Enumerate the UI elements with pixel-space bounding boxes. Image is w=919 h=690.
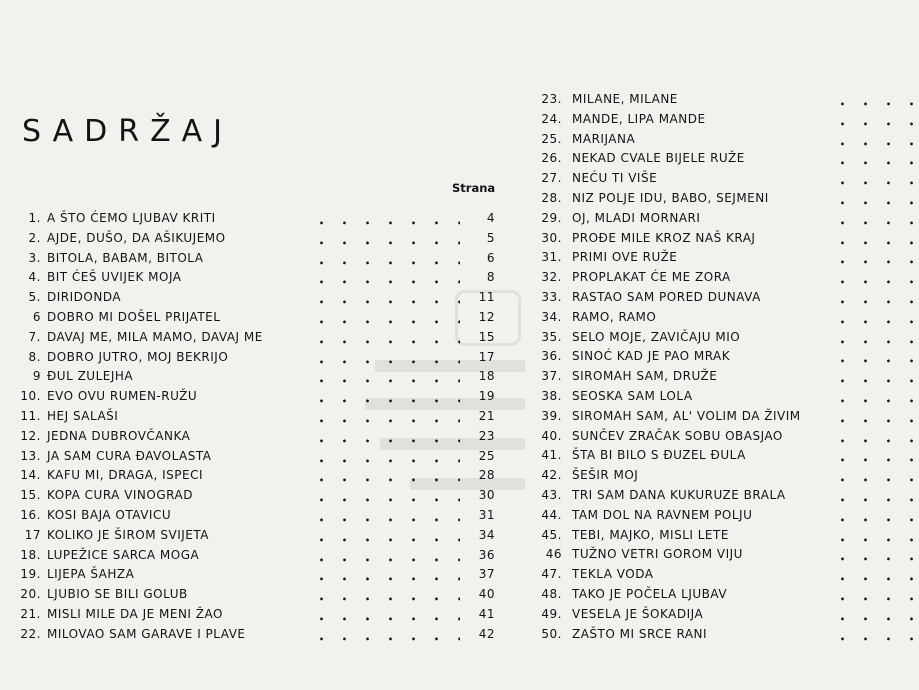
entry-number: 39. <box>541 408 562 423</box>
dot-leader <box>831 149 919 169</box>
dot-leader <box>310 546 460 566</box>
entry-number: 28. <box>541 190 562 205</box>
song-title: MILOVAO SAM GARAVE I PLAVE <box>47 626 246 641</box>
page-number: 23 <box>478 428 495 443</box>
toc-entry <box>526 506 919 526</box>
song-title: MARIJANA <box>572 131 636 146</box>
entry-number: 33. <box>541 289 562 304</box>
page-number: 6 <box>486 250 495 265</box>
entry-number: 17 <box>24 527 41 542</box>
song-title: TRI SAM DANA KUKURUZE BRALA <box>572 487 786 502</box>
song-title: NEĆU TI VIŠE <box>572 171 658 186</box>
toc-entry <box>526 90 919 110</box>
entry-number: 16. <box>20 507 41 522</box>
dot-leader <box>831 288 919 308</box>
song-title: OJ, MLADI MORNARI <box>572 210 701 225</box>
song-title: RAMO, RAMO <box>572 309 657 324</box>
dot-leader <box>831 367 919 387</box>
entry-number: 2. <box>28 230 41 245</box>
entry-number: 27. <box>541 171 562 186</box>
song-title: MANDE, LIPA MANDE <box>572 111 706 126</box>
dot-leader <box>831 347 919 367</box>
entry-number: 18. <box>20 547 41 562</box>
page-number: 8 <box>486 270 495 285</box>
toc-entry <box>10 367 495 387</box>
toc-entry <box>10 486 495 506</box>
song-title: BIT ĆEŠ UVIJEK MOJA <box>47 270 182 285</box>
entry-number: 26. <box>541 151 562 166</box>
song-title: TEBI, MAJKO, MISLI LETE <box>572 527 729 542</box>
dot-leader <box>310 427 460 447</box>
toc-entry <box>526 446 919 466</box>
page-number: 12 <box>478 309 495 324</box>
toc-entry <box>10 229 495 249</box>
dot-leader <box>310 407 460 427</box>
song-title: JEDNA DUBROVČANKA <box>47 428 191 443</box>
toc-entry <box>10 585 495 605</box>
entry-number: 23. <box>541 92 562 106</box>
song-title: SUNČEV ZRAČAK SOBU OBASJAO <box>572 428 783 443</box>
dot-leader <box>831 189 919 209</box>
song-title: LUPEŽICE SARCA MOGA <box>47 547 200 562</box>
entry-number: 25. <box>541 131 562 146</box>
page-number: 25 <box>478 448 495 463</box>
song-title: BITOLA, BABAM, BITOLA <box>47 250 204 265</box>
song-title: LJUBIO SE BILI GOLUB <box>47 587 188 602</box>
toc-entry <box>526 209 919 229</box>
dot-leader <box>310 585 460 605</box>
song-title: SIROMAH SAM, AL' VOLIM DA ŽIVIM <box>572 408 801 423</box>
song-title: TUŽNO VETRI GOROM VIJU <box>572 547 743 562</box>
toc-entry <box>10 565 495 585</box>
toc-right-column <box>526 90 919 644</box>
entry-number: 29. <box>541 210 562 225</box>
song-title: DOBRO JUTRO, MOJ BEKRIJO <box>47 349 229 364</box>
dot-leader <box>831 110 919 130</box>
song-title: TAKO JE POČELA LJUBAV <box>572 586 728 601</box>
entry-number: 50. <box>541 626 562 641</box>
entry-number: 9 <box>32 369 41 384</box>
page-number: 36 <box>478 547 495 562</box>
toc-left-column <box>10 209 495 645</box>
song-title: ZAŠTO MI SRCE RANI <box>572 626 708 641</box>
toc-entry <box>10 447 495 467</box>
page-number: 15 <box>478 329 495 344</box>
entry-number: 4. <box>28 270 41 285</box>
dot-leader <box>831 328 919 348</box>
dot-leader <box>310 209 460 229</box>
toc-entry <box>10 288 495 308</box>
dot-leader <box>310 387 460 407</box>
page-number: 4 <box>486 211 495 225</box>
toc-entry <box>10 546 495 566</box>
song-title: PRIMI OVE RUŽE <box>572 250 678 265</box>
toc-entry <box>526 130 919 150</box>
entry-number: 8. <box>28 349 41 364</box>
entry-number: 36. <box>541 349 562 364</box>
song-title: SELO MOJE, ZAVIČAJU MIO <box>572 329 741 344</box>
toc-entry <box>526 149 919 169</box>
entry-number: 11. <box>20 408 41 423</box>
toc-entry <box>10 348 495 368</box>
toc-entry <box>10 268 495 288</box>
toc-entry <box>526 486 919 506</box>
toc-entry <box>526 526 919 546</box>
dot-leader <box>831 308 919 328</box>
dot-leader <box>831 229 919 249</box>
song-title: KOLIKO JE ŠIROM SVIJETA <box>47 527 209 542</box>
page-number: 21 <box>478 408 495 423</box>
entry-number: 48. <box>541 586 562 601</box>
toc-entry <box>10 506 495 526</box>
song-title: KOPA CURA VINOGRAD <box>47 488 193 503</box>
song-title: DIRIDONDA <box>47 290 122 305</box>
page-number: 19 <box>478 389 495 404</box>
song-title: DOBRO MI DOŠEL PRIJATEL <box>47 309 221 324</box>
dot-leader <box>831 427 919 447</box>
page-number: 34 <box>478 527 495 542</box>
entry-number: 41. <box>541 448 562 463</box>
page-number: 17 <box>478 349 495 364</box>
song-title: PROPLAKAT ĆE ME ZORA <box>572 270 731 285</box>
dot-leader <box>310 605 460 625</box>
entry-number: 45. <box>541 527 562 542</box>
page-number: 18 <box>478 369 495 384</box>
entry-number: 34. <box>541 309 562 324</box>
entry-number: 43. <box>541 487 562 502</box>
toc-entry <box>526 229 919 249</box>
song-title: SINOĆ KAD JE PAO MRAK <box>572 349 731 364</box>
song-title: TAM DOL NA RAVNEM POLJU <box>572 507 753 522</box>
toc-entry <box>526 268 919 288</box>
page-number: 41 <box>478 606 495 621</box>
song-title: DAVAJ ME, MILA MAMO, DAVAJ ME <box>47 329 263 344</box>
toc-entry <box>10 526 495 546</box>
entry-number: 20. <box>20 587 41 602</box>
entry-number: 19. <box>20 567 41 582</box>
dot-leader <box>831 565 919 585</box>
song-title: A ŠTO ĆEMO LJUBAV KRITI <box>47 211 216 225</box>
toc-entry <box>10 249 495 269</box>
song-title: SIROMAH SAM, DRUŽE <box>572 369 718 384</box>
song-title: MILANE, MILANE <box>572 92 678 106</box>
dot-leader <box>831 248 919 268</box>
dot-leader <box>831 466 919 486</box>
dot-leader <box>831 90 919 110</box>
dot-leader <box>831 526 919 546</box>
dot-leader <box>831 268 919 288</box>
song-title: LIJEPA ŠAHZA <box>47 567 135 582</box>
toc-entry <box>526 565 919 585</box>
song-title: EVO OVU RUMEN-RUŽU <box>47 389 198 404</box>
entry-number: 7. <box>28 329 41 344</box>
entry-number: 10. <box>20 389 41 404</box>
toc-entry <box>10 387 495 407</box>
dot-leader <box>310 229 460 249</box>
toc-entry <box>526 367 919 387</box>
toc-entry <box>526 189 919 209</box>
entry-number: 49. <box>541 606 562 621</box>
song-title: KOSI BAJA OTAVICU <box>47 507 172 522</box>
dot-leader <box>310 348 460 368</box>
dot-leader <box>310 249 460 269</box>
dot-leader <box>831 605 919 625</box>
song-title: SEOSKA SAM LOLA <box>572 388 693 403</box>
song-title: JA SAM CURA ĐAVOLASTA <box>47 448 212 463</box>
dot-leader <box>310 625 460 645</box>
toc-entry <box>526 169 919 189</box>
song-title: NIZ POLJE IDU, BABO, SEJMENI <box>572 190 769 205</box>
toc-entry <box>526 407 919 427</box>
entry-number: 12. <box>20 428 41 443</box>
entry-number: 35. <box>541 329 562 344</box>
toc-entry <box>526 545 919 565</box>
dot-leader <box>831 486 919 506</box>
toc-entry <box>526 605 919 625</box>
entry-number: 6 <box>32 309 41 324</box>
entry-number: 14. <box>20 468 41 483</box>
dot-leader <box>310 328 460 348</box>
page-number: 40 <box>478 587 495 602</box>
dot-leader <box>310 506 460 526</box>
entry-number: 44. <box>541 507 562 522</box>
page-number: 30 <box>478 488 495 503</box>
dot-leader <box>831 446 919 466</box>
dot-leader <box>831 407 919 427</box>
dot-leader <box>310 565 460 585</box>
toc-entry <box>526 110 919 130</box>
toc-entry <box>10 308 495 328</box>
page-number: 42 <box>478 626 495 641</box>
toc-entry <box>10 407 495 427</box>
toc-entry <box>526 308 919 328</box>
toc-entry <box>526 625 919 645</box>
dot-leader <box>310 288 460 308</box>
entry-number: 32. <box>541 270 562 285</box>
dot-leader <box>310 367 460 387</box>
entry-number: 1. <box>28 211 41 225</box>
page-number: 11 <box>478 290 495 305</box>
song-title: TEKLA VODA <box>572 567 654 582</box>
dot-leader <box>831 209 919 229</box>
toc-entry <box>10 466 495 486</box>
page-number: 28 <box>478 468 495 483</box>
entry-number: 46 <box>545 547 562 562</box>
toc-entry <box>10 625 495 645</box>
toc-entry <box>10 328 495 348</box>
dot-leader <box>310 308 460 328</box>
toc-entry <box>526 585 919 605</box>
entry-number: 5. <box>28 290 41 305</box>
toc-entry <box>526 387 919 407</box>
toc-entry <box>526 288 919 308</box>
entry-number: 22. <box>20 626 41 641</box>
entry-number: 38. <box>541 388 562 403</box>
song-title: RASTAO SAM PORED DUNAVA <box>572 289 761 304</box>
entry-number: 3. <box>28 250 41 265</box>
dot-leader <box>310 466 460 486</box>
song-title: KAFU MI, DRAGA, ISPECI <box>47 468 204 483</box>
dot-leader <box>310 268 460 288</box>
entry-number: 31. <box>541 250 562 265</box>
dot-leader <box>310 526 460 546</box>
dot-leader <box>831 387 919 407</box>
song-title: ŠTA BI BILO S ĐUZEL ĐULA <box>572 448 746 463</box>
entry-number: 40. <box>541 428 562 443</box>
song-title: PROĐE MILE KROZ NAŠ KRAJ <box>572 230 756 245</box>
toc-entry <box>526 328 919 348</box>
song-title: AJDE, DUŠO, DA AŠIKUJEMO <box>47 230 226 245</box>
entry-number: 15. <box>20 488 41 503</box>
dot-leader <box>831 545 919 565</box>
song-title: VESELA JE ŠOKADIJA <box>572 606 704 621</box>
page-number: 5 <box>486 230 495 245</box>
entry-number: 47. <box>541 567 562 582</box>
toc-entry <box>10 605 495 625</box>
toc-entry <box>526 248 919 268</box>
entry-number: 24. <box>541 111 562 126</box>
song-title: ŠEŠIR MOJ <box>572 468 639 483</box>
dot-leader <box>831 169 919 189</box>
toc-entry <box>526 427 919 447</box>
song-title: MISLI MILE DA JE MENI ŽAO <box>47 606 223 621</box>
entry-number: 13. <box>20 448 41 463</box>
dot-leader <box>310 447 460 467</box>
dot-leader <box>831 130 919 150</box>
toc-entry <box>10 209 495 229</box>
dot-leader <box>310 486 460 506</box>
dot-leader <box>831 625 919 645</box>
toc-entry <box>526 347 919 367</box>
song-title: HEJ SALAŠI <box>47 408 119 423</box>
toc-entry <box>10 427 495 447</box>
page-number: 31 <box>478 507 495 522</box>
entry-number: 30. <box>541 230 562 245</box>
page-number: 37 <box>478 567 495 582</box>
page-column-header: Strana <box>452 181 496 195</box>
song-title: ĐUL ZULEJHA <box>47 369 134 384</box>
entry-number: 37. <box>541 369 562 384</box>
page-title: SADRŽAJ <box>22 114 233 150</box>
song-title: NEKAD CVALE BIJELE RUŽE <box>572 151 745 166</box>
toc-entry <box>526 466 919 486</box>
entry-number: 42. <box>541 468 562 483</box>
dot-leader <box>831 585 919 605</box>
entry-number: 21. <box>20 606 41 621</box>
dot-leader <box>831 506 919 526</box>
